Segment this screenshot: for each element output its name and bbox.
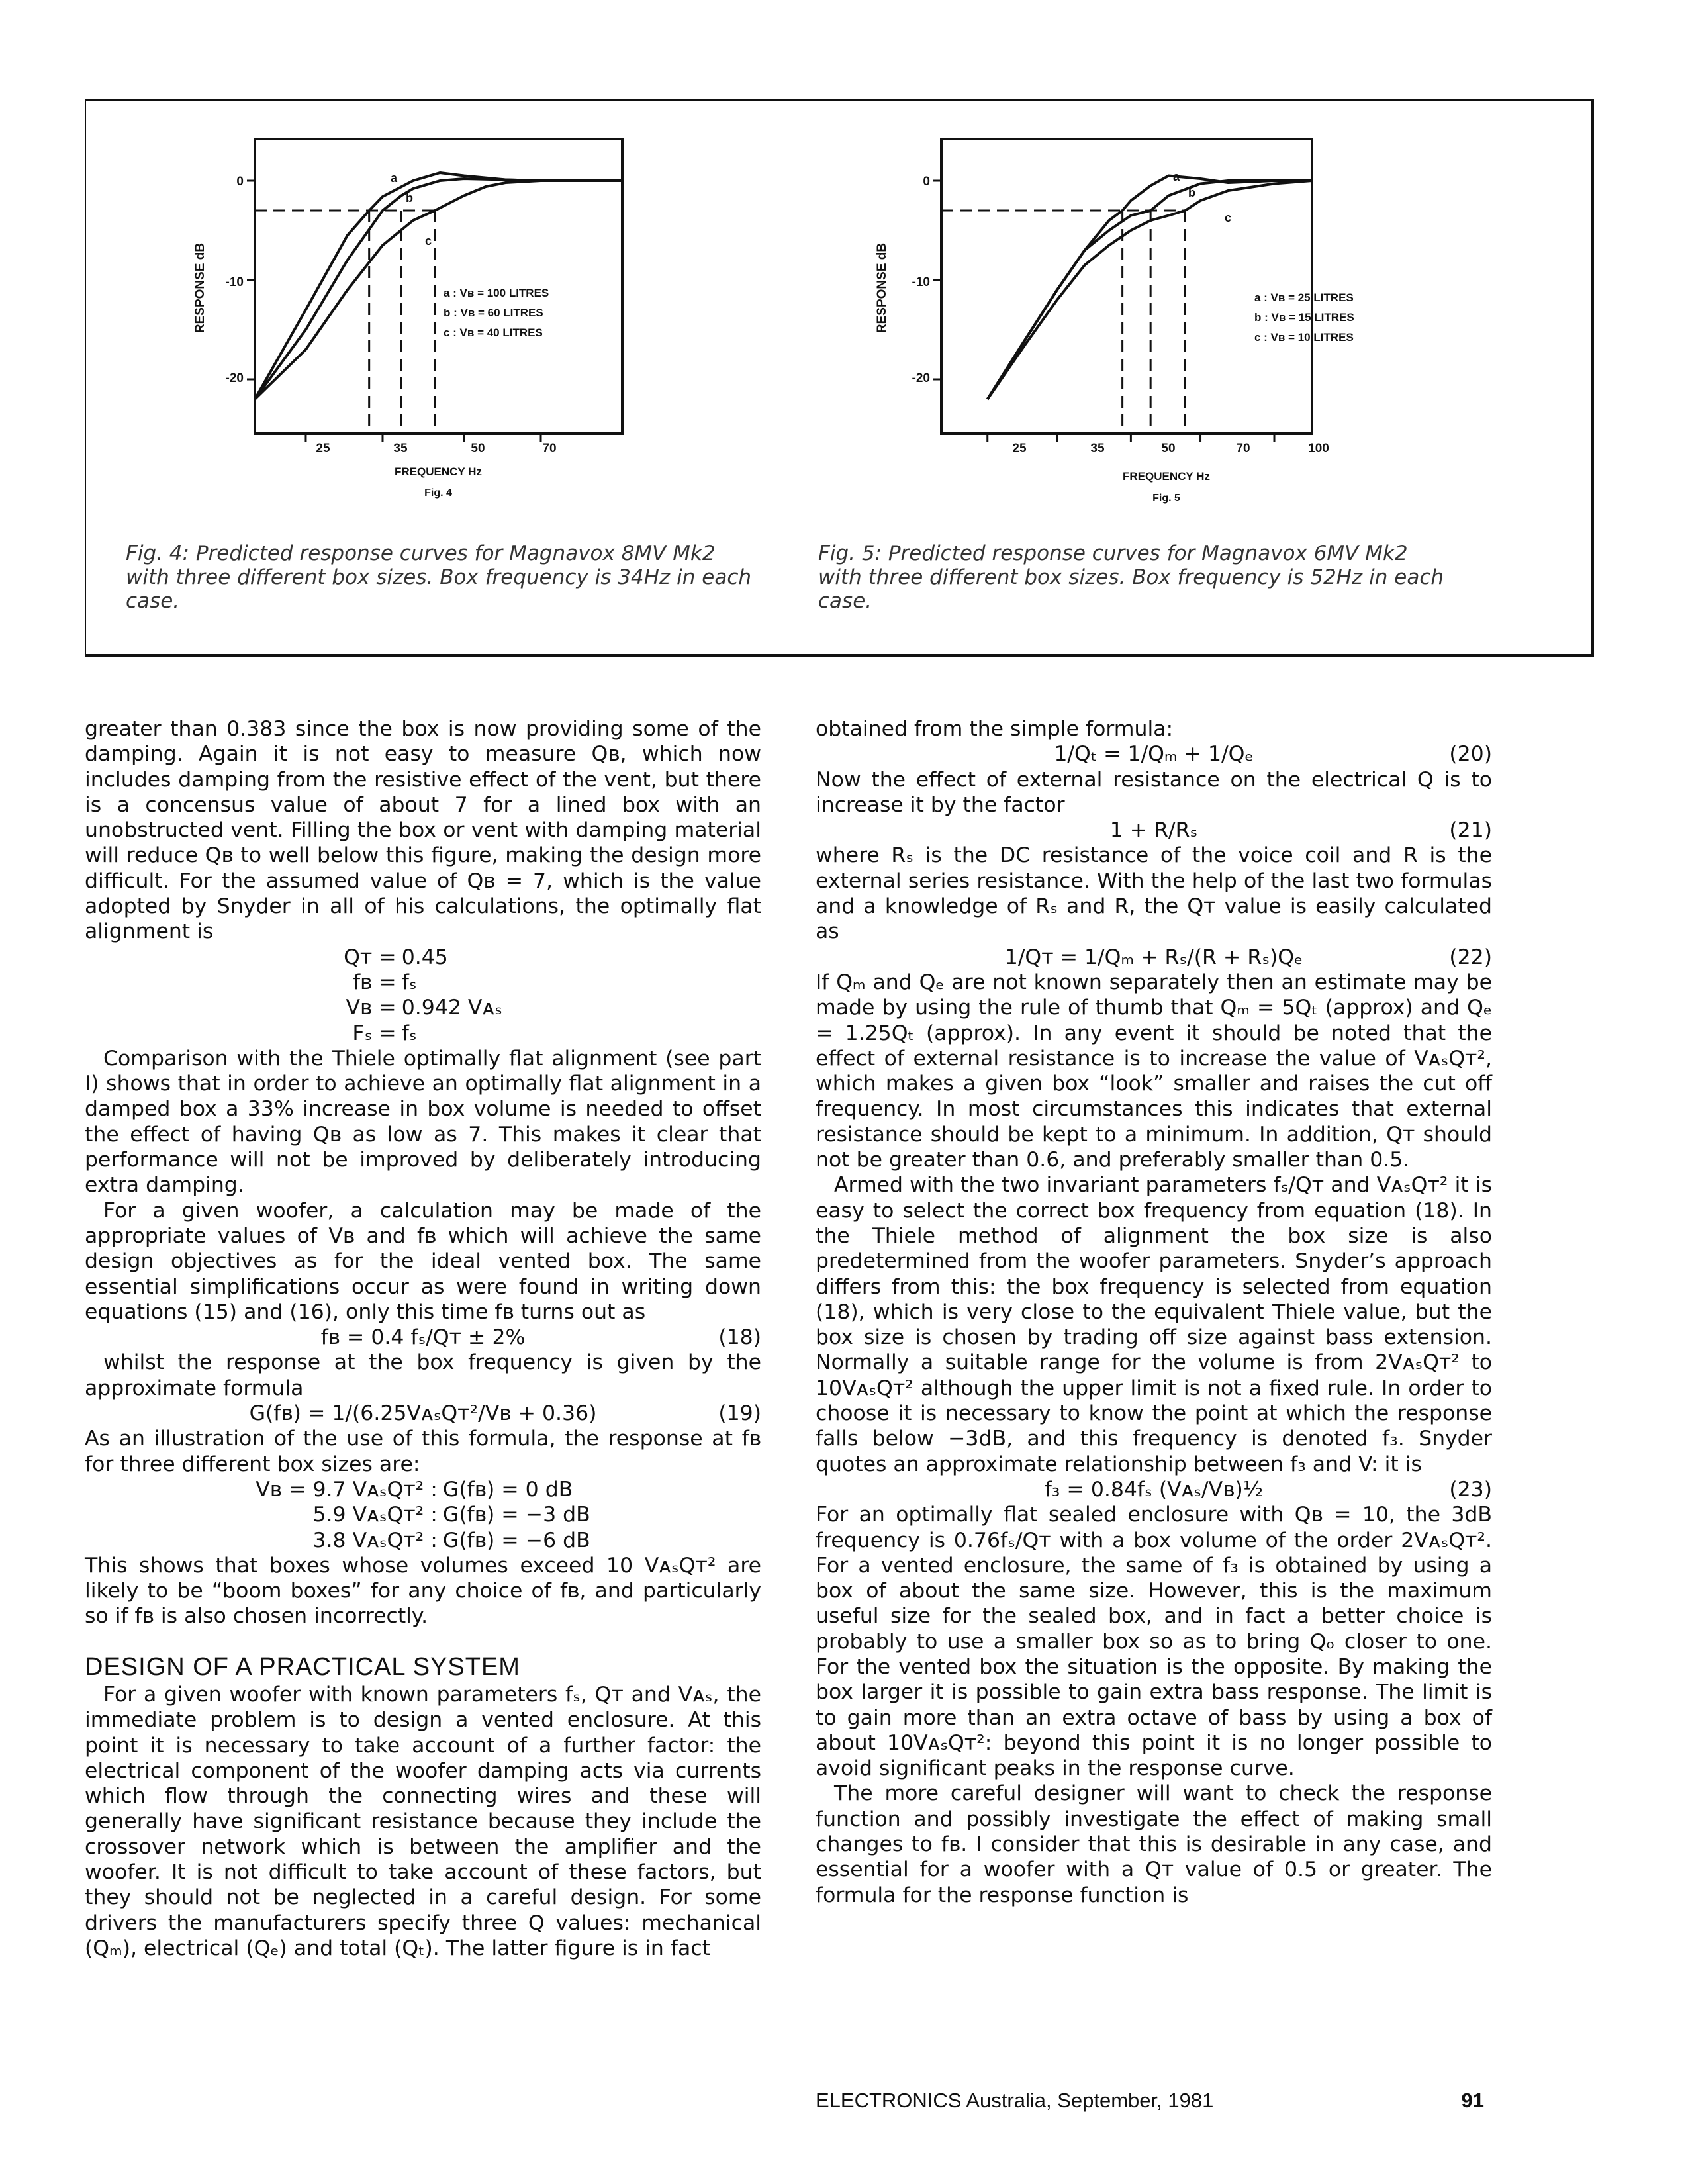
equation-lhs: Vʙ = 9.7 VᴀₛQᴛ² : [256, 1477, 438, 1501]
equation-text: f₃ = 0.84fₛ (Vᴀₛ/Vʙ)½ [1044, 1477, 1264, 1501]
fig4-ytick: 0 [236, 175, 244, 189]
equation-19 [85, 1401, 761, 1426]
fig5-xlabel: FREQUENCY Hz [1123, 470, 1210, 483]
box-size-equations [85, 1477, 761, 1553]
paragraph: Armed with the two invariant parameters fₛ/Qᴛ and VᴀₛQᴛ² it is easy to select the correct box frequency from equation (18). In the Thiele method of alignment the box size is also predetermined from the woofer parameters. Snyder’s approach differs from this: the box frequency is selected from equation (18), which is very close to the equivalent Thiele value, but the box size is chosen by trading off size against bass extension. Normally a suitable range for the volume is from 2VᴀₛQᴛ² to 10VᴀₛQᴛ² although the upper limit is not a fixed rule. In order to choose it is necessary to know the point at which the response falls below −3dB, and this frequency is denoted f₃. Snyder quotes an approximate relationship between f₃ and V: it is [816, 1173, 1492, 1476]
equation-20 [816, 741, 1492, 767]
paragraph: whilst the response at the box frequency is given by the approximate formula [85, 1351, 761, 1400]
left-column [85, 716, 761, 1961]
paragraph: where Rₛ is the DC resistance of the voice coil and R is the external series resistance. With the help of the last two formulas and a knowledge of Rₛ and R, the Qᴛ value is easily calculated as [816, 843, 1492, 944]
fig4-ytick: -20 [225, 371, 244, 385]
fig5-curve-label-b: b [1188, 186, 1195, 199]
publication-name: ELECTRONICS Australia, September, 1981 [816, 2089, 1214, 2112]
equation-lhs: fʙ = [352, 970, 397, 994]
fig5-curve-label-a: a [1173, 170, 1180, 183]
fig5-xtick: 100 [1308, 442, 1329, 455]
fig4-legend-entry: c : Vʙ = 40 LITRES [444, 326, 543, 339]
fig4-plot-frame [255, 139, 622, 434]
paragraph: This shows that boxes whose volumes exceed 10 VᴀₛQᴛ² are likely to be “boom boxes” for any choice of fʙ, and particularly so if fʙ is also chosen incorrectly. [85, 1553, 761, 1629]
equation-text: 1 + R/Rₛ [1109, 818, 1198, 843]
fig5-curve-label-c: c [1225, 211, 1232, 224]
page-footer [816, 2089, 1484, 2113]
equation-rhs: G(fʙ) = −6 dB [442, 1528, 590, 1552]
fig4-legend-entry: a : Vʙ = 100 LITRES [444, 287, 549, 299]
fig4-legend-entry: b : Vʙ = 60 LITRES [444, 307, 543, 319]
equation-lhs: Fₛ = [352, 1021, 397, 1045]
equation-rhs: 0.45 [401, 945, 448, 969]
response-curve-c [255, 181, 622, 399]
fig4-xlabel: FREQUENCY Hz [395, 465, 482, 478]
fig5-legend-entry: b : Vʙ = 15 LITRES [1254, 311, 1354, 324]
fig4-ytick: -10 [225, 275, 244, 289]
figure-4 [185, 129, 781, 526]
alignment-equations [85, 945, 761, 1046]
fig5-xtick: 50 [1161, 442, 1176, 455]
equation-rhs: 0.942 Vᴀₛ [401, 996, 502, 1020]
fig5-ylabel: RESPONSE dB [875, 242, 889, 334]
paragraph: Now the effect of external resistance on the electrical Q is to increase it by the factor [816, 767, 1492, 817]
fig5-legend-entry: a : Vʙ = 25 LITRES [1254, 291, 1354, 304]
equation-number: (21) [1449, 818, 1492, 843]
fig5-xtick: 70 [1236, 442, 1250, 455]
response-curve-b [255, 179, 622, 399]
fig5-plot-frame [941, 139, 1312, 434]
equation-21 [816, 818, 1492, 843]
equation-number: (23) [1449, 1477, 1492, 1501]
fig4-label: Fig. 4 [424, 487, 452, 499]
figure-5 [867, 129, 1463, 526]
response-curve-a [255, 173, 622, 399]
paragraph: The more careful designer will want to check the response function and possibly investigate the effect of making small changes to fʙ. I consider that this is desirable in any case, and essential for a woofer with a Qᴛ value of 0.5 or greater. The formula for the response function is [816, 1781, 1492, 1907]
fig4-curve-label-c: c [425, 234, 432, 248]
equation-lhs: 5.9 VᴀₛQᴛ² : [312, 1503, 438, 1527]
equation-rhs: fₛ [401, 970, 417, 994]
fig5-caption: Fig. 5: Predicted response curves for Magnavox 6MV Mk2 with three different box sizes. Box frequency is 52Hz in each case. [818, 542, 1444, 613]
paragraph: For a given woofer with known parameters fₛ, Qᴛ and Vᴀₛ, the immediate problem is to design a vented enclosure. At this point it is necessary to take account of a further factor: the electrical component of the woofer damping acts via currents which flow through the connecting wires and these will generally have significant resistance because they include the crossover network which is between the amplifier and the woofer. It is not difficult to take account of these factors, but they should not be neglected in a careful design. For some drivers the manufacturers specify three Q values: mechanical (Qₘ), electrical (Qₑ) and total (Qₜ). The latter figure is in fact [85, 1682, 761, 1960]
equation-text: 1/Qᴛ = 1/Qₘ + Rₛ/(R + Rₛ)Qₑ [1004, 945, 1303, 969]
fig4-xtick: 70 [542, 442, 557, 455]
equation-rhs: G(fʙ) = −3 dB [442, 1503, 590, 1527]
page-number: 91 [1461, 2089, 1484, 2112]
fig4-caption: Fig. 4: Predicted response curves for Magnavox 8MV Mk2 with three different box sizes. Box frequency is 34Hz in each case. [126, 542, 752, 613]
fig4-ylabel: RESPONSE dB [193, 242, 207, 334]
fig5-ytick: -10 [912, 275, 930, 289]
paragraph: For a given woofer, a calculation may be made of the appropriate values of Vʙ and fʙ which will achieve the same design objectives as for the ideal vented box. The same essential simplifications occur as were found in writing down equations (15) and (16), only this time fʙ turns out as [85, 1198, 761, 1324]
right-column [816, 716, 1492, 1908]
fig4-xtick: 50 [471, 442, 485, 455]
equation-23 [816, 1477, 1492, 1502]
fig4-xtick: 25 [316, 442, 330, 455]
fig5-legend-entry: c : Vʙ = 10 LITRES [1254, 331, 1354, 344]
equation-text: G(fʙ) = 1/(6.25VᴀₛQᴛ²/Vʙ + 0.36) [249, 1401, 597, 1426]
fig5-xtick: 35 [1090, 442, 1105, 455]
equation-text: fʙ = 0.4 fₛ/Qᴛ ± 2% [320, 1325, 526, 1350]
equation-lhs: Qᴛ = [344, 945, 397, 969]
fig4-xtick: 35 [393, 442, 408, 455]
fig4-chart [185, 129, 781, 526]
equation-18 [85, 1325, 761, 1350]
equation-rhs: fₛ [401, 1021, 417, 1045]
fig5-xtick: 25 [1012, 442, 1027, 455]
equation-number: (19) [718, 1401, 761, 1426]
fig4-curve-label-a: a [391, 171, 398, 185]
paragraph: For an optimally flat sealed enclosure with Qʙ = 10, the 3dB frequency is 0.76fₛ/Qᴛ with a box volume of the order 2VᴀₛQᴛ². For a vented enclosure, the same of f₃ is obtained by using a box of about the same size. However, this is the maximum useful size for the sealed box, and in fact a better choice is probably to use a smaller box so as to bring Qₒ closer to one. For the vented box the situation is the opposite. By making the box larger it is possible to gain extra bass response. The limit is to gain more than an extra octave of bass by using a box of about 10VᴀₛQᴛ²: beyond this point it is no longer possible to avoid significant peaks in the response curve. [816, 1503, 1492, 1781]
equation-text: 1/Qₜ = 1/Qₘ + 1/Qₑ [1054, 742, 1254, 767]
equation-22 [816, 945, 1492, 970]
equation-rhs: G(fʙ) = 0 dB [442, 1477, 573, 1501]
fig5-ytick: 0 [923, 175, 930, 189]
equation-number: (20) [1449, 742, 1492, 767]
paragraph: If Qₘ and Qₑ are not known separately then an estimate may be made by using the rule of thumb that Qₘ = 5Qₜ (approx) and Qₑ = 1.25Qₜ (approx). In any event it should be noted that the effect of external resistance is to increase the value of VᴀₛQᴛ², which makes a given box “look” smaller and raises the cut off frequency. In most circumstances this indicates that external resistance should be kept to a minimum. In addition, Qᴛ should not be greater than 0.6, and preferably smaller than 0.5. [816, 970, 1492, 1172]
equation-lhs: Vʙ = [346, 996, 397, 1020]
section-heading: DESIGN OF A PRACTICAL SYSTEM [85, 1652, 520, 1681]
paragraph: greater than 0.383 since the box is now providing some of the damping. Again it is not easy to measure Qʙ, which now includes damping from the resistive effect of the vent, but there is a concensus value of about 7 for a lined box with an unobstructed vent. Filling the box or vent with damping material will reduce Qʙ to well below this figure, making the design more difficult. For the assumed value of Qʙ = 7, which is the value adopted by Snyder in all of his calculations, the optimally flat alignment is [85, 717, 761, 944]
paragraph: obtained from the simple formula: [816, 717, 1174, 741]
fig5-ytick: -20 [912, 371, 930, 385]
paragraph: As an illustration of the use of this formula, the response at fʙ for three different box sizes are: [85, 1427, 761, 1476]
fig4-curve-label-b: b [406, 191, 413, 205]
paragraph: Comparison with the Thiele optimally flat alignment (see part I) shows that in order to achieve an optimally flat alignment in a damped box a 33% increase in box volume is needed to offset the effect of having Qʙ as low as 7. This makes it clear that performance will not be improved by deliberately introducing extra damping. [85, 1046, 761, 1198]
fig5-label: Fig. 5 [1152, 493, 1180, 504]
equation-number: (18) [718, 1325, 761, 1350]
equation-lhs: 3.8 VᴀₛQᴛ² : [312, 1528, 438, 1552]
equation-number: (22) [1449, 945, 1492, 969]
fig5-chart [867, 129, 1463, 526]
